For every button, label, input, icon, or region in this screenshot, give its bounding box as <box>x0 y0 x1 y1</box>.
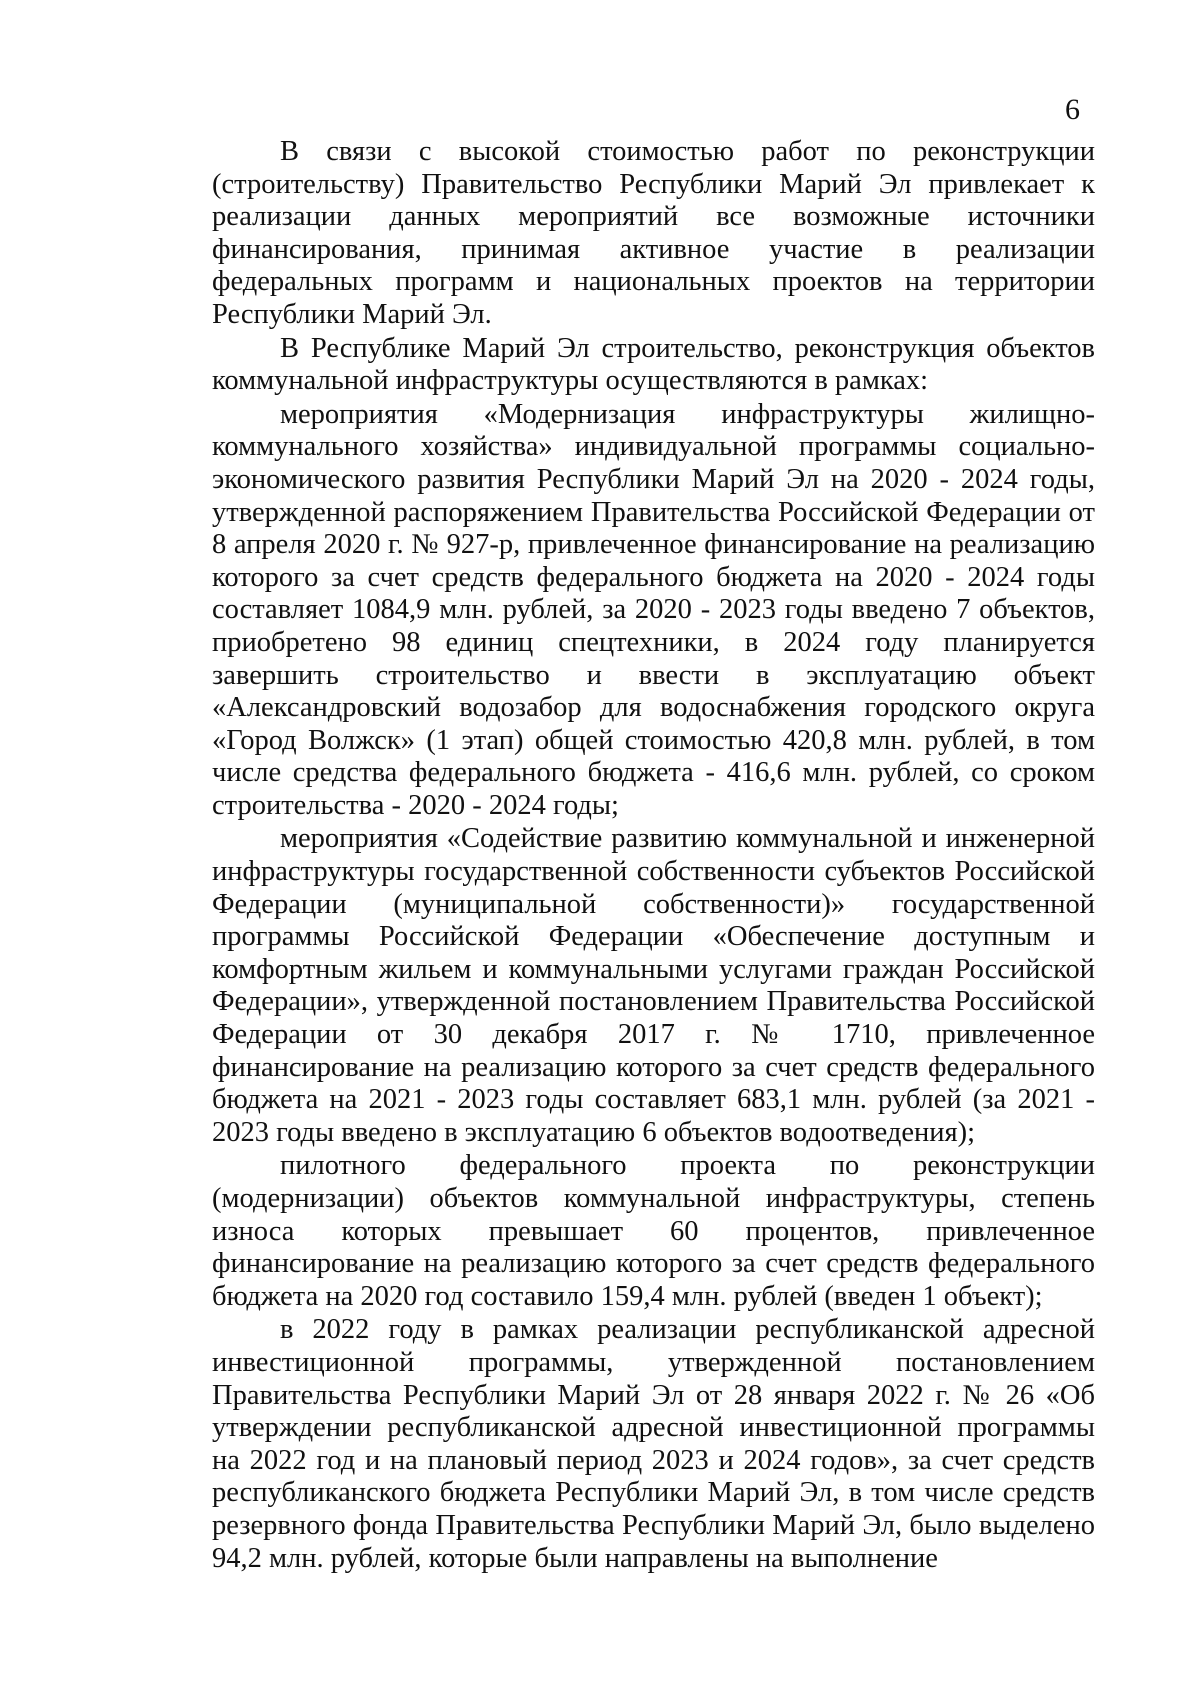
paragraph-housing-modernization: мероприятия «Модернизация инфраструктуры жилищно-коммунального хозяйства» индивидуальной программы социально-экономического развития Республики Марий Эл на 2020 - 2024 годы, утвержденной распоряжением Правительства Российской Федерации от 8 апреля 2020 г. № 927-р, привлеченное финансирование на реализацию которого за счет средств федерального бюджета на 2020 - 2024 годы составляет 1084,9 млн. рублей, за 2020 - 2023 годы введено 7 объектов, приобретено 98 единиц спецтехники, в 2024 году планируется завершить строительство и ввести в эксплуатацию объект «Александровский водозабор для водоснабжения городского округа «Город Волжск» (1 этап) общей стоимостью 420,8 млн. рублей, в том числе средства федерального бюджета - 416,6 млн. рублей, со сроком строительства - 2020 - 2024 годы; <box>212 398 1095 821</box>
document-body <box>212 136 1095 1576</box>
paragraph-pilot-project: пилотного федерального проекта по реконструкции (модернизации) объектов коммунальной инфраструктуры, степень износа которых превышает 60 процентов, привлеченное финансирование на реализацию которого за счет средств федерального бюджета на 2020 год составило 159,4 млн. рублей (введен 1 объект); <box>212 1150 1095 1312</box>
paragraph-investment-program: в 2022 году в рамках реализации республиканской адресной инвестиционной программы, утвержденной постановлением Правительства Республики Марий Эл от 28 января 2022 г. № 26 «Об утверждении республиканской адресной инвестиционной программы на 2022 год и на плановый период 2023 и 2024 годов», за счет средств республиканского бюджета Республики Марий Эл, в том числе средств резервного фонда Правительства Республики Марий Эл, было выделено 94,2 млн. рублей, которые были направлены на выполнение <box>212 1314 1095 1574</box>
paragraph-funding-sources: В связи с высокой стоимостью работ по реконструкции (строительству) Правительство Республики Марий Эл привлекает к реализации данных мероприятий все возможные источники финансирования, принимая активное участие в реализации федеральных программ и национальных проектов на территории Республики Марий Эл. <box>212 136 1095 330</box>
page-number: 6 <box>1065 93 1080 126</box>
paragraph-construction-framework: В Республике Марий Эл строительство, реконструкция объектов коммунальной инфраструктуры осуществляются в рамках: <box>212 332 1095 397</box>
paragraph-infrastructure-support: мероприятия «Содействие развитию коммунальной и инженерной инфраструктуры государственной собственности субъектов Российской Федерации (муниципальной собственности)» государственной программы Российской Федерации «Обеспечение доступным и комфортным жильем и коммунальными услугами граждан Российской Федерации», утвержденной постановлением Правительства Российской Федерации от 30 декабря 2017 г. № 1710, привлеченное финансирование на реализацию которого за счет средств федерального бюджета на 2021 - 2023 годы составляет 683,1 млн. рублей (за 2021 - 2023 годы введено в эксплуатацию 6 объектов водоотведения); <box>212 823 1095 1148</box>
